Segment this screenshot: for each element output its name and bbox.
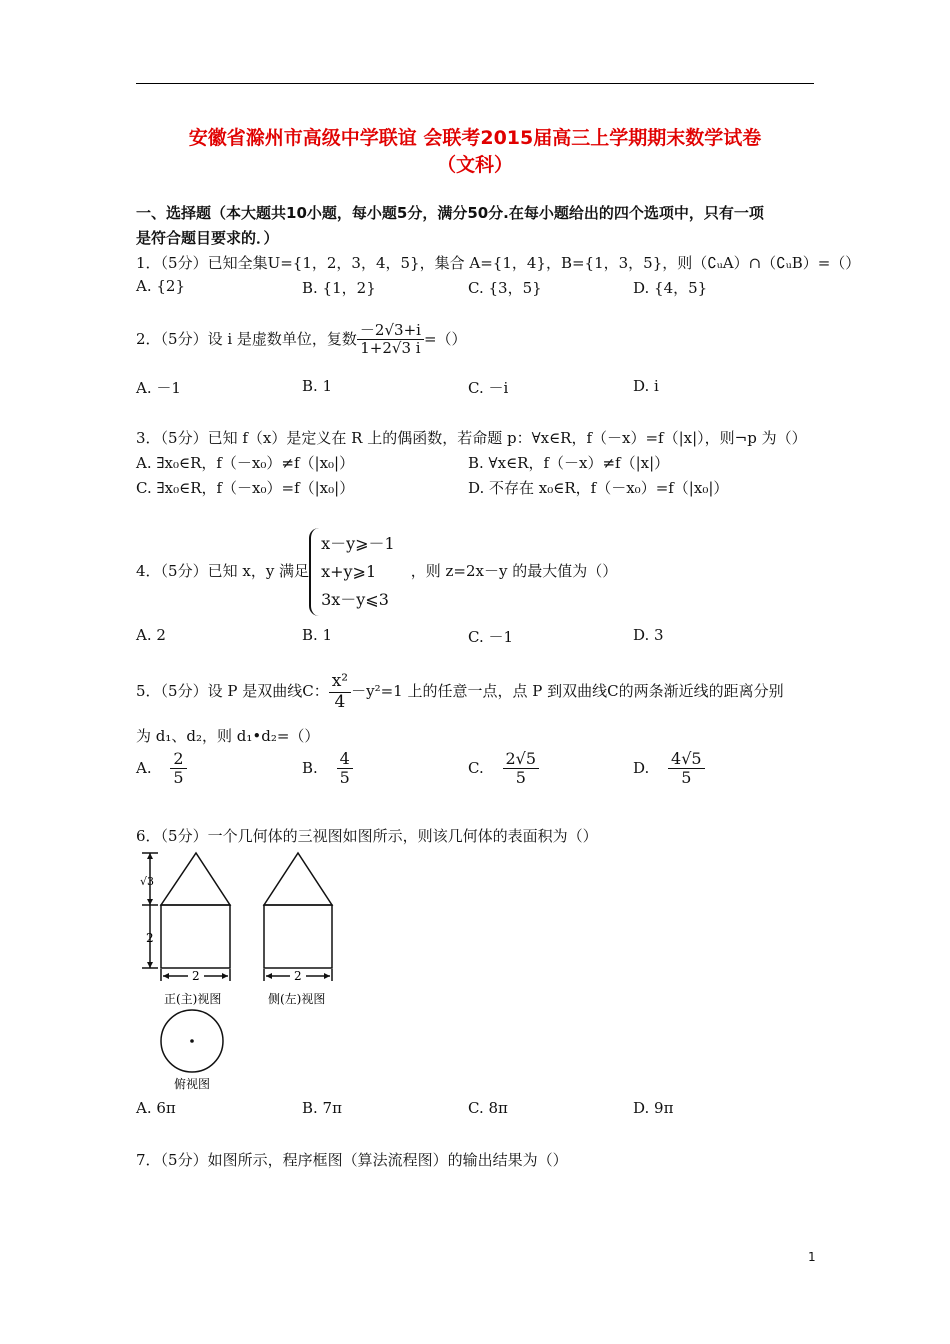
front-view-triangle [161,853,230,905]
front-view-label: 正(主)视图 [164,992,222,1006]
page-number: 1 [808,1250,816,1264]
q5-stem-post: －y²=1 上的任意一点，点 P 到双曲线C的两条渐近线的距离分别 [351,682,784,701]
section-heading: 一、选择题（本大题共10小题，每小题5分，满分50分.在每小题给出的四个选项中，只有一项 [136,204,764,222]
q6-option-d: D. 9π [633,1099,674,1117]
side-view-triangle [264,853,332,905]
section-heading-cont: 是符合题目要求的．） [136,229,279,247]
q6-option-b: B. 7π [302,1099,342,1117]
q4-option-c: C. －1 [468,628,514,646]
q2-frac-den: 1+2√3 i [360,339,421,358]
q5-a-num: 2 [170,750,186,769]
q5-c-den: 5 [515,768,526,788]
q2-option-a: A. －1 [136,379,181,397]
question-7-stem: 7．（5分）如图所示，程序框图（算法流程图）的输出结果为（） [136,1151,568,1169]
q2-frac-num: －2√3+i [357,322,424,340]
q5-stem-pre: 5．（5分）设 P 是双曲线C： [136,682,329,701]
q5-fraction [329,672,351,712]
q5-frac-den: 4 [334,691,346,712]
q2-stem-pre: 2．（5分）设 i 是虚数单位，复数 [136,329,357,348]
question-2-stem [136,322,467,358]
q5-frac-num: x² [329,672,351,693]
three-view-figure [134,848,344,1093]
top-view-center-dot [190,1039,194,1043]
q3-option-d: D. 不存在 x₀∈R，f（－x₀）=f（|x₀|） [468,479,729,497]
q4-option-a: A. 2 [136,626,166,644]
question-4-stem [136,528,617,616]
q5-option-d-frac [668,750,705,788]
question-6-stem: 6．（5分）一个几何体的三视图如图所示，则该几何体的表面积为（） [136,827,598,845]
q4-constraint-2: x+y⩾1 [321,562,377,581]
q5-option-c-label: C. [468,758,484,777]
q2-option-c: C. －i [468,379,509,397]
q5-d-den: 5 [681,768,692,788]
paper-title: 安徽省滁州市高级中学联谊 会联考2015届高三上学期期末数学试卷 [188,127,762,149]
side-view-label: 侧(左)视图 [268,992,326,1006]
q5-option-a [136,750,187,788]
q2-fraction [357,322,424,358]
q2-option-d: D. i [633,377,659,395]
q5-c-num: 2√5 [503,750,540,769]
q1-option-b: B. {1，2} [302,279,376,297]
q3-option-b: B. ∀x∈R，f（－x）≠f（|x|） [468,454,670,472]
q4-stem-post: ，则 z=2x－y 的最大值为（） [410,562,618,580]
q5-option-b-frac [337,750,353,788]
fig-label-side-width: 2 [294,969,302,983]
q4-stem-pre: 4．（5分）已知 x，y 满足 [136,562,310,580]
header-rule [136,83,814,84]
fig-label-front-width: 2 [192,969,200,983]
q5-option-d-label: D. [633,758,650,777]
q5-option-d [633,750,705,788]
q1-option-c: C. {3，5} [468,279,542,297]
q4-option-d: D. 3 [633,626,664,644]
q5-d-num: 4√5 [668,750,705,769]
q6-option-c: C. 8π [468,1099,508,1117]
q5-option-c-frac [503,750,540,788]
top-view-label: 俯视图 [174,1077,211,1091]
side-view-rect [264,905,332,968]
q6-option-a: A. 6π [136,1099,176,1117]
q5-b-den: 5 [339,768,350,788]
q1-option-a: A. {2} [136,277,185,295]
question-1-stem: 1．（5分）已知全集U={1，2，3，4，5}，集合 A={1，4}，B={1，3，5}，则（∁ᵤA）∩（∁ᵤB）=（） [136,254,861,272]
fig-label-sqrt3: √3 [140,875,155,888]
q5-option-a-label: A. [136,758,152,777]
q2-option-b: B. 1 [302,377,333,395]
q5-stem-line2: 为 d₁、d₂，则 d₁•d₂=（） [136,727,320,745]
question-5-stem [136,672,784,712]
q4-constraint-system [309,528,395,616]
q5-a-den: 5 [173,768,184,788]
front-view-rect [161,905,230,968]
q5-option-c [468,750,539,788]
q3-option-a: A. ∃x₀∈R，f（－x₀）≠f（|x₀|） [136,454,355,472]
q1-option-d: D. {4，5} [633,279,708,297]
q5-option-b-label: B. [302,758,318,777]
q4-constraint-3: 3x－y⩽3 [321,590,389,609]
q2-stem-post: =（） [423,329,467,348]
q5-b-num: 4 [337,750,353,769]
q5-option-b [302,750,353,788]
q5-option-a-frac [170,750,186,788]
paper-subtitle: （文科） [436,154,513,176]
q4-option-b: B. 1 [302,626,333,644]
fig-label-height: 2 [146,931,154,945]
question-3-stem: 3．（5分）已知 f（x）是定义在 R 上的偶函数，若命题 p：∀x∈R，f（－x）=f（|x|），则¬p 为（） [136,429,807,447]
q3-option-c: C. ∃x₀∈R，f（－x₀）=f（|x₀|） [136,479,355,497]
q4-constraint-1: x－y⩾－1 [321,534,395,553]
